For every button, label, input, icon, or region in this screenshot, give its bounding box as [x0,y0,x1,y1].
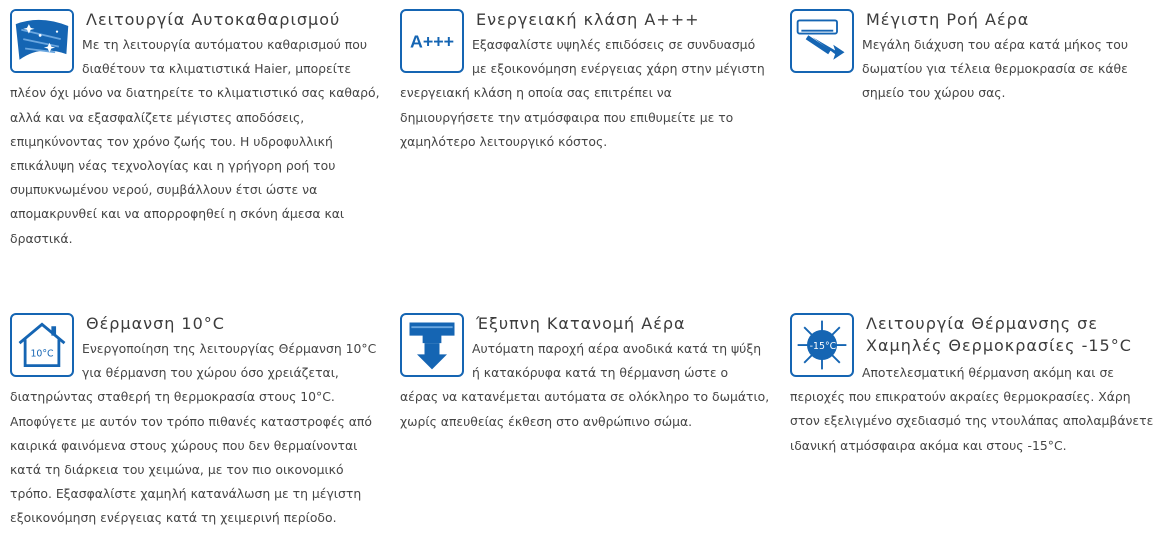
text-line: διατηρώντας σταθερή τη θερμοκρασία στους 10°C. [10,389,335,405]
text-line: Ενεργοποίηση της λειτουργίας Θέρμανση 10°C [82,341,377,356]
text-line: Μεγάλη διάχυση του αέρα κατά μήκος του [862,37,1128,52]
text-line: Με τη λειτουργία αυτόματου καθαρισμού που [82,37,367,52]
text-line: αέρας να κατανέμεται αυτόματα σε ολόκληρο το δωμάτιο, [400,389,770,405]
feature-title: Ενεργειακή κλάση A+++ [476,10,700,29]
text-line: δραστικά. [10,230,73,246]
text-line: ενεργειακή κλάση η οποία σας επιτρέπει να [400,85,672,101]
low-temp-icon-label: -15°C [809,340,837,352]
feature-description [790,33,1128,106]
text-line: με εξοικονόμηση ενέργειας χάρη στην μέγιστη [472,61,765,77]
title-line: Χαμηλές Θερμοκρασίες -15°C [866,336,1132,355]
text-line: χαμηλότερο λειτουργικό κόστος. [400,133,608,149]
text-line: σημείο του χώρου σας. [862,85,1006,101]
text-line: τρόπο. Εξασφαλίστε χαμηλή κατανάλωση με τη μέγιστη [10,486,362,502]
text-line: περιοχές που επικρατούν ακραίες θερμοκρασίες. Χάρη [790,389,1131,405]
feature-description [400,337,769,434]
feature-description [10,337,376,531]
feature-self-cleaning [10,9,390,249]
text-line: διαθέτουν τα κλιματιστικά Haier, μπορείτε [82,61,352,77]
feature-description [400,33,765,154]
text-line: κατά τη διάρκεια του χειμώνα, με τον πιο οικονομικό [10,462,344,478]
text-line: επικάλυψη νέας τεχνολογίας και η γρήγορη ροή του [10,158,336,174]
feature-low-temp-heating [790,313,1154,463]
text-line: Εξασφαλίστε υψηλές επιδόσεις σε συνδυασμό [472,37,756,52]
text-line: εξοικονόμηση ενέργειας κατά τη χειμερινή περίοδο. [10,510,337,526]
text-line: απομακρυνθεί και να απορροφηθεί η σκόνη άμεσα και [10,206,345,222]
text-line: Αυτόματη παροχή αέρα ανοδικά κατά τη ψύξη [472,341,762,356]
feature-energy-class [400,9,780,169]
text-line: δημιουργήσετε την ατμόσφαιρα που επιθυμείτε με το [400,109,734,125]
text-line: ή κατακόρυφα κατά τη θέρμανση ώστε ο [472,365,729,381]
text-line: Αποτελεσματική θέρμανση ακόμη και σε [862,365,1114,380]
feature-title: Λειτουργία Αυτοκαθαρισμού [86,10,341,29]
energy-class-icon-label: A+++ [409,31,455,52]
feature-title: Έξυπνη Κατανομή Αέρα [476,314,686,333]
feature-smart-air-distribution [400,313,780,443]
text-line: Αποφύγετε με αυτόν τον τρόπο πιθανές καταστροφές από [10,413,372,429]
text-line: αλλά και να εξασφαλίζετε μέγιστες αποδόσεις, [10,109,305,125]
feature-title [866,313,1132,357]
feature-title: Θέρμανση 10°C [86,314,225,333]
text-line: δωματίου για τέλεια θερμοκρασία σε κάθε [862,61,1128,77]
text-line: ιδανική ατμόσφαιρα ακόμα και στους -15°C. [790,437,1067,453]
feature-heating-10c [10,313,390,533]
feature-description [790,361,1153,458]
title-line: Λειτουργία Θέρμανσης σε [866,314,1098,333]
text-line: συμπυκνωμένου νερού, συμβάλλουν έτσι ώστε να [10,182,318,198]
text-line: επιμηκύνοντας τον χρόνο ζωής του. Η υδροφυλλική [10,133,333,149]
feature-max-airflow [790,9,1150,119]
text-line: στον εξελιγμένο σχεδιασμό της ντουλάπας απολαμβάνετε [790,413,1154,429]
text-line: πλέον όχι μόνο να διατηρείτε το κλιματιστικό σας καθαρό, [10,85,380,101]
feature-title: Μέγιστη Ροή Αέρα [866,10,1030,29]
text-line: καιρικά φαινόμενα στους χώρους που δεν θερμαίνονται [10,437,358,453]
house-heating-icon-label: 10°C [30,348,54,360]
text-line: χωρίς απευθείας έκθεση στο ανθρώπινο σώμα. [400,413,693,429]
feature-description [10,33,380,251]
text-line: για θέρμανση του χώρου όσο χρειάζεται, [82,365,339,381]
